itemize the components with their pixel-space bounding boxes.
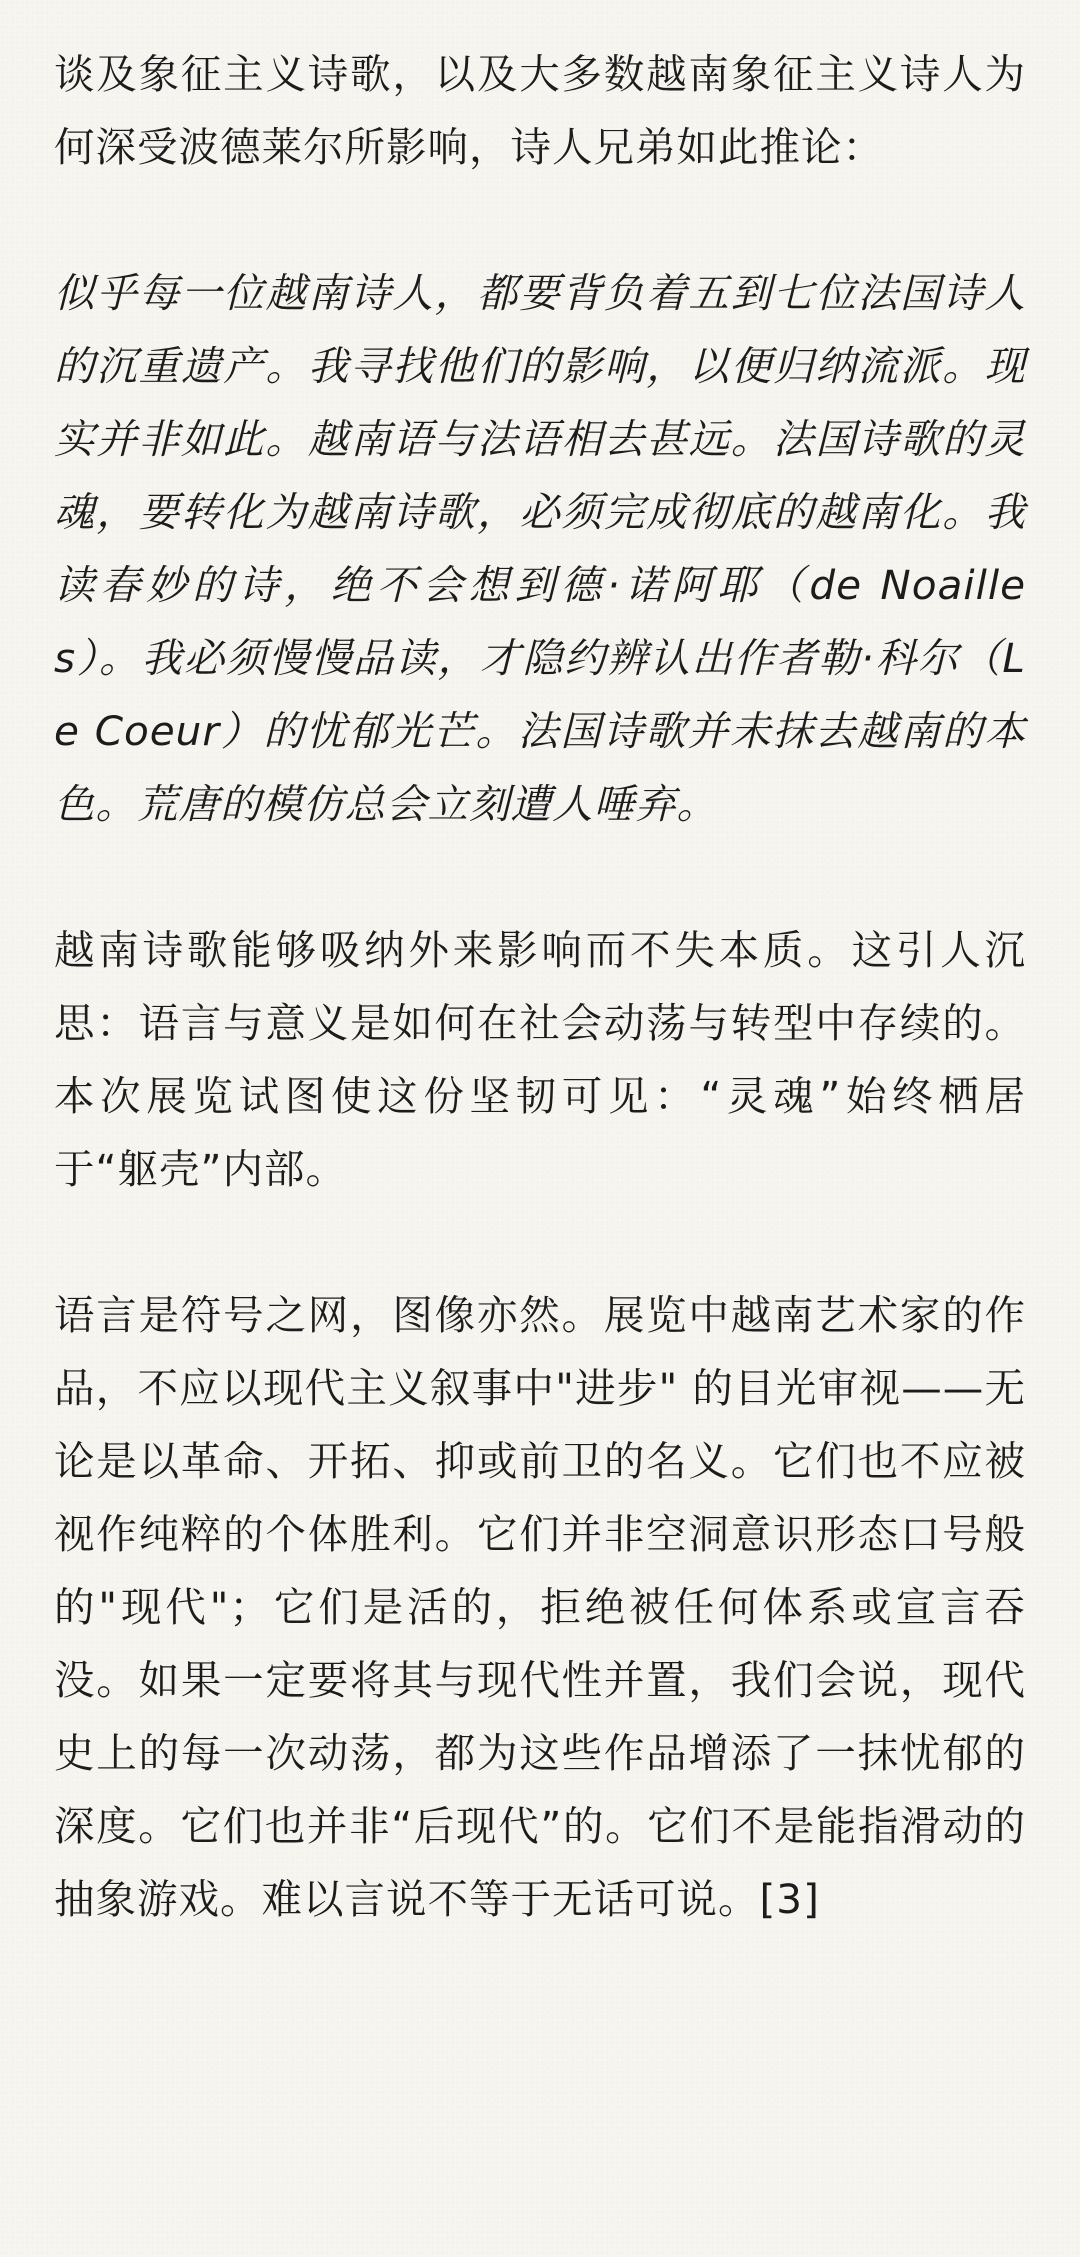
paragraph-quote: 似乎每一位越南诗人，都要背负着五到七位法国诗人的沉重遗产。我寻找他们的影响，以便归纳流派。现实并非如此。越南语与法语相去甚远。法国诗歌的灵魂，要转化为越南诗歌，必须完成彻底的越南化。我读春妙的诗，绝不会想到德·诺阿耶（de Noailles）。我必须慢慢品读，才隐约辨认出作者勒·科尔（Le Coeur）的忧郁光芒。法国诗歌并未抹去越南的本色。荒唐的模仿总会立刻遭人唾弃。 <box>54 269 1026 828</box>
paragraph-conclusion: 语言是符号之网，图像亦然。展览中越南艺术家的作品，不应以现代主义叙事中"进步" 的目光审视——无论是以革命、开拓、抑或前卫的名义。它们也不应被视作纯粹的个体胜利。它们并非空洞意识形态口号般的"现代"；它们是活的，拒绝被任何体系或宣言吞没。如果一定要将其与现代性并置，我们会说，现代史上的每一次动荡，都为这些作品增添了一抹忧郁的深度。它们也并非“后现代”的。它们不是能指滑动的抽象游戏。难以言说不等于无话可说。[3] <box>54 1291 1026 1923</box>
article-body <box>54 38 1026 1936</box>
paragraph-intro: 谈及象征主义诗歌，以及大多数越南象征主义诗人为何深受波德莱尔所影响，诗人兄弟如此推论： <box>54 50 1026 171</box>
paragraph-reflection: 越南诗歌能够吸纳外来影响而不失本质。这引人沉思：语言与意义是如何在社会动荡与转型中存续的。本次展览试图使这份坚韧可见：“灵魂”始终栖居于“躯壳”内部。 <box>54 926 1026 1193</box>
